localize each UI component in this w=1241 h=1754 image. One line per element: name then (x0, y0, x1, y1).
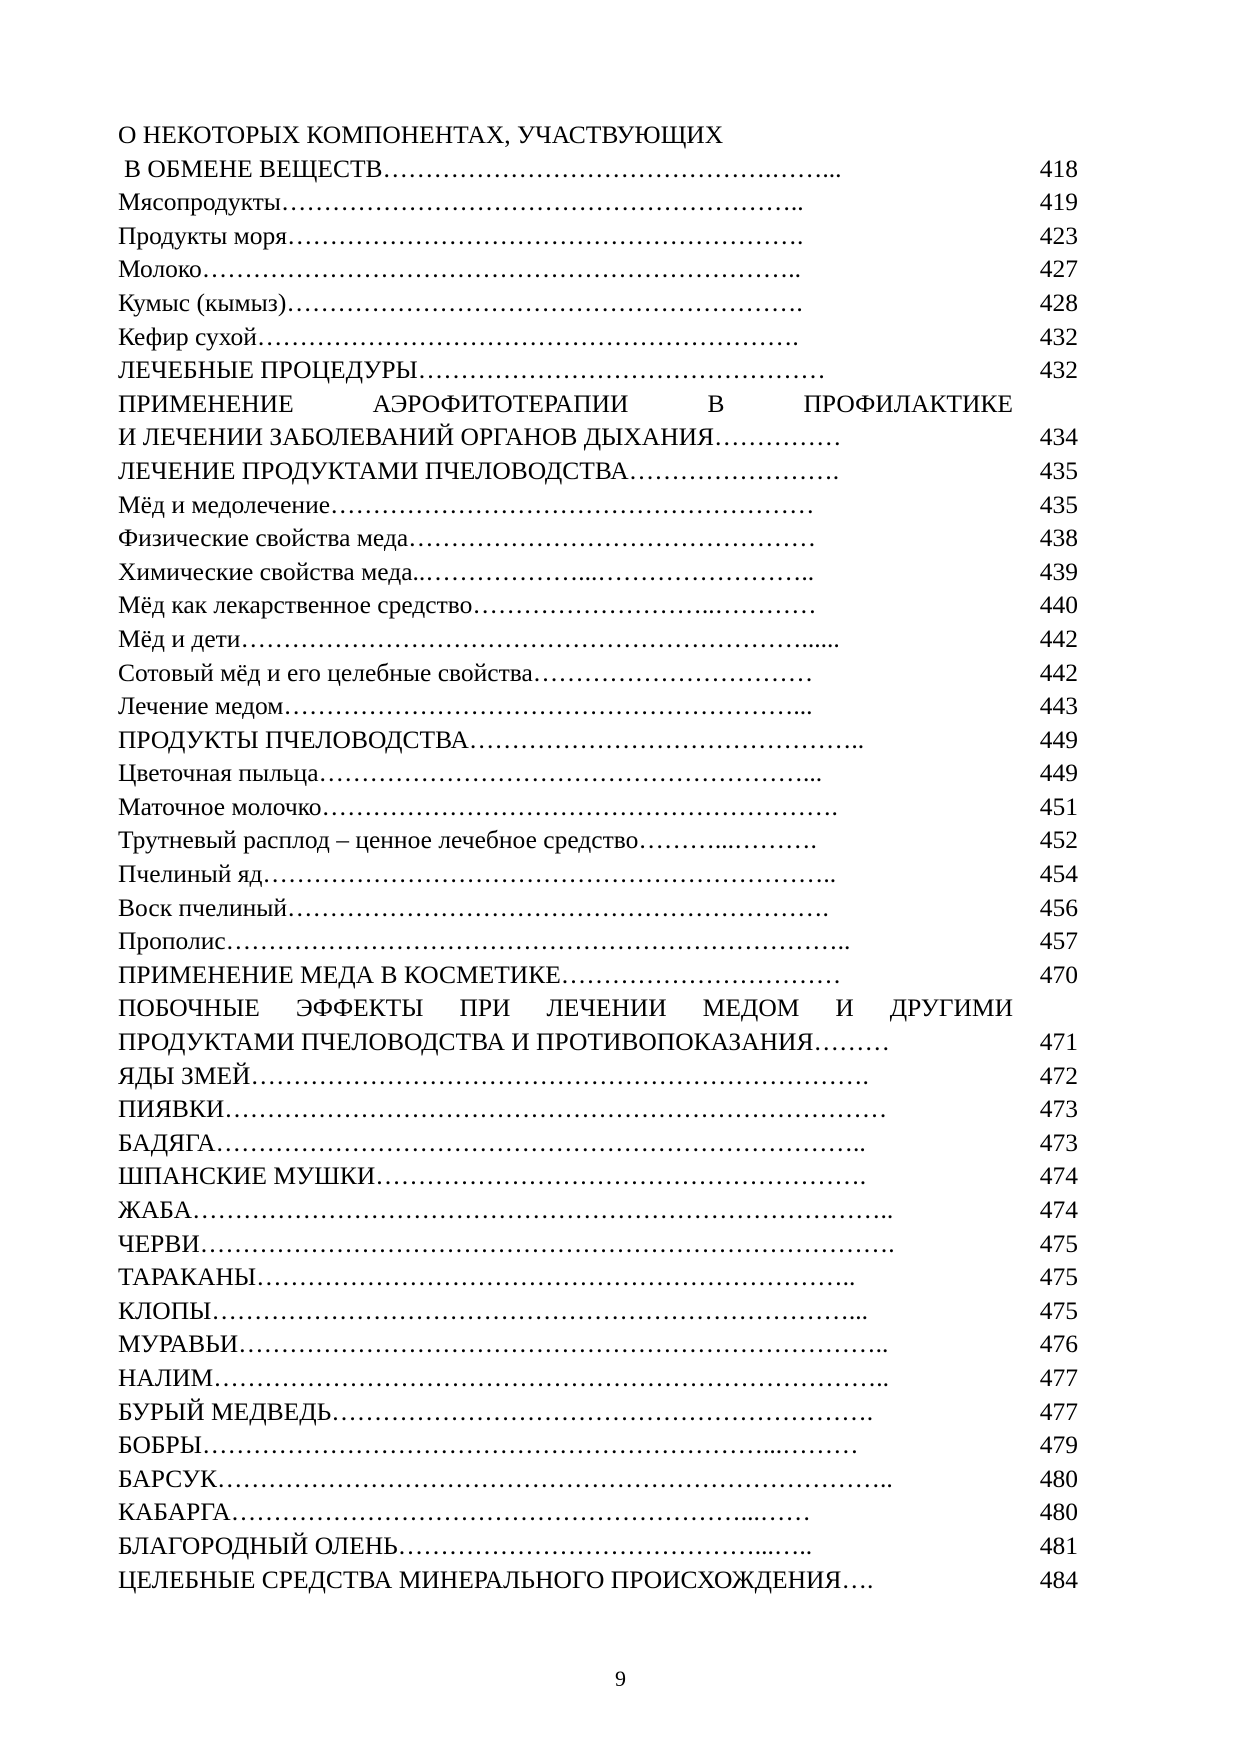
toc-entry-page: 442 (1039, 657, 1078, 687)
toc-entry-page: 476 (1039, 1329, 1078, 1359)
toc-row (118, 857, 1078, 891)
toc-entry-title: ПРИМЕНЕНИЕ АЭРОФИТОТЕРАПИИ В ПРОФИЛАКТИКЕ (118, 388, 1013, 418)
toc-row (118, 488, 1078, 522)
toc-entry-title: Воск пчелиный………………………………………………………. (118, 892, 829, 922)
toc-entry-title: Мясопродукты…………………………………………………….. (118, 187, 804, 217)
toc-entry-title: ЖАБА……………………………………………………………………….. (118, 1195, 894, 1224)
toc-entry-title: Пчелиный яд………………………………………………………….. (118, 859, 837, 889)
toc-entry-page: 418 (1039, 153, 1078, 183)
toc-entry-page: 456 (1039, 892, 1078, 922)
toc-entry-page: 449 (1039, 758, 1078, 788)
toc-row (118, 420, 1078, 454)
toc-entry-title: ПРИМЕНЕНИЕ МЕДА В КОСМЕТИКЕ…………………………… (118, 959, 842, 989)
toc-row (118, 1428, 1078, 1462)
toc-entry-title: Трутневый расплод – ценное лечебное средство………...………. (118, 825, 817, 855)
toc-entry-page: 432 (1039, 321, 1078, 351)
toc-entry-page: 435 (1039, 489, 1078, 519)
toc-entry-page: 470 (1039, 959, 1078, 989)
toc-entry-title: ТАРАКАНЫ…………………………………………………………….. (118, 1262, 856, 1292)
toc-row (118, 387, 1078, 421)
toc-entry-page: 474 (1039, 1161, 1078, 1191)
toc-entry-title: БЛАГОРОДНЫЙ ОЛЕНЬ……………………………………...….. (118, 1530, 813, 1560)
toc-entry-title: БАРСУК…………………………………………………………………….. (118, 1463, 893, 1493)
toc-entry-title: ЧЕРВИ………………………………………………………………………. (118, 1228, 895, 1258)
toc-entry-title: ПОБОЧНЫЕ ЭФФЕКТЫ ПРИ ЛЕЧЕНИИ МЕДОМ И ДРУГИМИ (118, 993, 1013, 1023)
toc-row (118, 924, 1078, 958)
toc-row (118, 1193, 1078, 1227)
toc-entry-title: ЛЕЧЕБНЫЕ ПРОЦЕДУРЫ………………………………………… (118, 355, 826, 385)
toc-entry-title: БУРЫЙ МЕДВЕДЬ………………………………………………………. (118, 1396, 874, 1426)
page-number: 9 (615, 1666, 626, 1691)
toc-row (118, 1059, 1078, 1093)
toc-row (118, 185, 1078, 219)
toc-entry-title: ПИЯВКИ…………………………………………………………………… (118, 1094, 888, 1124)
toc-row (118, 1361, 1078, 1395)
toc-row (118, 152, 1078, 186)
toc-entry-page: 479 (1039, 1430, 1078, 1460)
toc-entry-title: О НЕКОТОРЫХ КОМПОНЕНТАХ, УЧАСТВУЮЩИХ (118, 120, 724, 149)
toc-entry-title: Лечение медом……………………………………………………... (118, 691, 813, 721)
toc-entry-page: 419 (1039, 187, 1078, 217)
toc-row (118, 756, 1078, 790)
toc-entry-title: И ЛЕЧЕНИИ ЗАБОЛЕВАНИЙ ОРГАНОВ ДЫХАНИЯ…………… (118, 422, 842, 452)
toc-entry-page: 457 (1039, 926, 1078, 956)
toc-entry-page: 471 (1039, 1027, 1078, 1057)
toc-entry-page: 440 (1039, 590, 1078, 620)
toc-row (118, 1126, 1078, 1160)
toc-entry-title: ШПАНСКИЕ МУШКИ…………………………………………………. (118, 1161, 867, 1191)
toc-row (118, 252, 1078, 286)
table-of-contents (118, 118, 1078, 1596)
toc-entry-title: КЛОПЫ…………………………………………………………………... (118, 1295, 868, 1325)
toc-entry-page: 477 (1039, 1362, 1078, 1392)
toc-row (118, 1462, 1078, 1496)
toc-entry-title: ПРОДУКТАМИ ПЧЕЛОВОДСТВА И ПРОТИВОПОКАЗАНИЯ……… (118, 1027, 890, 1057)
toc-entry-title: Сотовый мёд и его целебные свойства…………………………… (118, 657, 814, 687)
toc-entry-page: 434 (1039, 422, 1078, 452)
toc-entry-page: 477 (1039, 1396, 1078, 1426)
toc-row (118, 1529, 1078, 1563)
toc-entry-title: Кумыс (кымыз)……………………………………………………. (118, 287, 803, 317)
toc-entry-title: Цветочная пыльца…………………………………………………... (118, 758, 823, 788)
toc-row (118, 286, 1078, 320)
toc-row (118, 891, 1078, 925)
toc-row (118, 320, 1078, 354)
toc-row (118, 1227, 1078, 1261)
toc-row (118, 723, 1078, 757)
toc-row (118, 991, 1078, 1025)
toc-entry-page: 481 (1039, 1530, 1078, 1560)
toc-entry-title: ПРОДУКТЫ ПЧЕЛОВОДСТВА……………………………………….. (118, 724, 865, 754)
toc-row (118, 823, 1078, 857)
toc-entry-page: 475 (1039, 1228, 1078, 1258)
toc-entry-page: 423 (1039, 220, 1078, 250)
toc-row (118, 1092, 1078, 1126)
toc-entry-page: 442 (1039, 623, 1078, 653)
toc-entry-title: Молоко…………………………………………………………….. (118, 254, 802, 284)
toc-entry-page: 451 (1039, 791, 1078, 821)
toc-row (118, 521, 1078, 555)
toc-entry-title: Мёд и дети…………………………………………………………...... (118, 623, 840, 653)
toc-row (118, 790, 1078, 824)
toc-entry-title: ЯДЫ ЗМЕЙ………………………………………………………………. (118, 1060, 869, 1090)
toc-entry-page: 427 (1039, 254, 1078, 284)
toc-entry-page: 428 (1039, 287, 1078, 317)
toc-row (118, 1395, 1078, 1429)
toc-row (118, 1495, 1078, 1529)
toc-entry-title: Мёд как лекарственное средство………………………..………… (118, 590, 817, 620)
toc-entry-title: Прополис……………………………………………………………….. (118, 926, 851, 956)
toc-row (118, 555, 1078, 589)
toc-entry-page: 454 (1039, 859, 1078, 889)
toc-row (118, 588, 1078, 622)
toc-row (118, 1159, 1078, 1193)
toc-row (118, 656, 1078, 690)
toc-entry-title: Маточное молочко……………………………………………………. (118, 791, 838, 821)
toc-entry-page: 432 (1039, 355, 1078, 385)
toc-entry-title: Кефир сухой………………………………………………………. (118, 321, 799, 351)
toc-row (118, 454, 1078, 488)
toc-row (118, 1260, 1078, 1294)
toc-row (118, 353, 1078, 387)
toc-entry-title: В ОБМЕНЕ ВЕЩЕСТВ……………………………………….……... (124, 153, 842, 183)
toc-row (118, 1563, 1078, 1597)
toc-row (118, 118, 1078, 152)
toc-entry-page: 473 (1039, 1094, 1078, 1124)
toc-entry-title: БОБРЫ…………………………………………………………...……… (118, 1430, 859, 1460)
toc-row (118, 219, 1078, 253)
toc-entry-title: Физические свойства меда………………………………………… (118, 523, 817, 553)
toc-entry-page: 475 (1039, 1262, 1078, 1292)
toc-entry-page: 438 (1039, 523, 1078, 553)
toc-row (118, 689, 1078, 723)
toc-entry-title: БАДЯГА………………………………………………………………….. (118, 1127, 866, 1157)
toc-entry-title: ЛЕЧЕНИЕ ПРОДУКТАМИ ПЧЕЛОВОДСТВА……………………. (118, 455, 840, 485)
toc-row (118, 958, 1078, 992)
toc-row (118, 1294, 1078, 1328)
toc-entry-page: 452 (1039, 825, 1078, 855)
toc-row (118, 622, 1078, 656)
toc-entry-page: 473 (1039, 1127, 1078, 1157)
toc-entry-page: 480 (1039, 1463, 1078, 1493)
toc-entry-page: 443 (1039, 691, 1078, 721)
toc-entry-title: НАЛИМ…………………………………………………………………….. (118, 1362, 889, 1392)
toc-row (118, 1025, 1078, 1059)
toc-entry-page: 480 (1039, 1497, 1078, 1527)
toc-entry-page: 484 (1039, 1564, 1078, 1594)
toc-entry-title: Мёд и медолечение………………………………………………… (118, 489, 815, 519)
toc-entry-page: 435 (1039, 455, 1078, 485)
toc-entry-title: КАБАРГА……………………………………………………...…… (118, 1497, 811, 1527)
toc-entry-page: 474 (1039, 1195, 1078, 1224)
toc-entry-title: МУРАВЬИ………………………………………………………………….. (118, 1329, 889, 1359)
toc-entry-page: 449 (1039, 724, 1078, 754)
toc-entry-page: 475 (1039, 1295, 1078, 1325)
toc-entry-page: 472 (1039, 1060, 1078, 1090)
toc-entry-title: Продукты моря……………………………………………………. (118, 220, 804, 250)
toc-row (118, 1327, 1078, 1361)
toc-entry-title: ЦЕЛЕБНЫЕ СРЕДСТВА МИНЕРАЛЬНОГО ПРОИСХОЖДЕНИЯ…. (118, 1564, 874, 1594)
toc-entry-page: 439 (1039, 556, 1078, 586)
toc-entry-title: Химические свойства меда..………………...…………………….. (118, 556, 815, 586)
